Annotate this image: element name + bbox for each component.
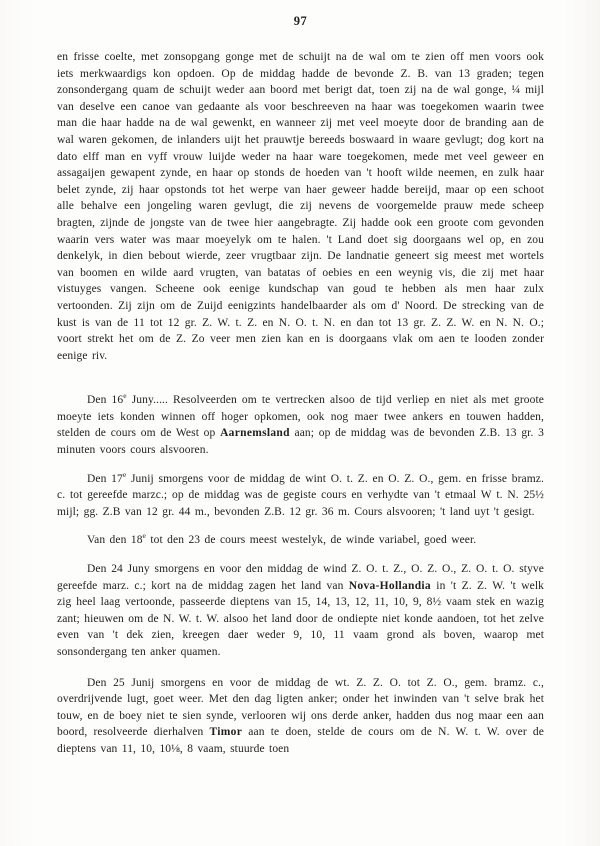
bold-run-timor: Timor [209,726,243,739]
text-run: Van den 18 [87,534,143,547]
text-run: Den 24 Juny smorgens en voor den middag de wind Z. O. t. Z., O. Z. O., Z. O. t. O. styve gereefde marz. c.; kort na de middag zagen het land van [57,563,544,592]
text-run: Den 17 [87,472,123,485]
paragraph-entry-17-junij [57,471,544,521]
text-run: aan te doen, stelde de cours om de N. W. t. W. over de dieptens van 11, 10, 10⅛, 8 vaam, stuurde toen [57,726,544,755]
text-run: en frisse coelte, met zonsopgang gonge met de schuijt na de wal om te zien off men voors ook iets merkwaardigs kon opdoen. Op de middag hadde de bevonde Z. B. van 13 graden; tegen zonsondergang quam de schuijt weder aan boord met berigt dat, toen zij na de wal gonge, ¼ mijl van deselve een canoe van gedaante als voor beschreeven na haar was toegekomen waarin twee man die haar hadde na de wal gewenkt, en wanneer zij met veel moeyte door de branding aan de wal waren gekomen, de inlanders uijt het prauwtje bereeds boswaard in waare gevlugt; dog kort na dato elff man en vyff vrouw luijde weder na haar ware toegekomen, mede met veel geweer en assagaijen gewapent zynde, en haar op stonds de hoeden van 't hooft wilde neemen, en zulk haar belet zynde, zij haar opstonds tot het werpe van haer geweer hadde bereijd, maar op een schoot alle behalve een jongeling waren gevlugt, die zij nevens de voorgemelde prauw mede scheep bragten, zijnde de jongste van de twee hier aangebragte. Zij hadde ook een groote com gevonden waarin vers water was maar moeyelyk om te halen. 't Land doet sig doorgaans wel op, en zou denkelyk, in dien bebout wierde, zeer vrugtbaar zijn. De landnatie geneert sig meest met wortels van boomen en wilde aard vrugten, van batatas of oebies en een weynig vis, die zij met haar vistuyges vangen. Scheene ook eenige kundschap van goud te hebben als men haar zulx vertoonden. Zij zijn om de Zuijd eenigzints handelbaarder als om d' Noord. De strecking van de kust is van de 11 tot 12 gr. Z. W. t. Z. en N. O. t. N. en dan tot 13 gr. Z. Z. W. en N. N. O.; voort strekt het om de Z. Zo veer men zien kan en is doorgaans vlak om aen te looden zonder eenige riv. [57,51,544,362]
text-run: Junij smorgens voor de middag de wint O. t. Z. en O. Z. O., gem. en frisse bramz. c. tot gereefde marzc.; op de middag was de gegiste cours en verhydte van 't etmaal W t. N. 25½ mijl; gg. Z.B van 12 gr. 44 m., bevonden Z.B. 12 gr. 36 m. Cours alsvooren; 't land uyt 't gesigt. [57,472,544,518]
paragraph-entry-16-juny [57,392,544,458]
paragraph-entry-18-to-23 [57,532,544,549]
text-run: Den 16 [87,394,124,407]
bold-run-nova-hollandia: Nova-Hollandia [348,579,431,592]
text-run: in 't Z. Z. W. 't welk zig heel laag vertoonde, passeerde dieptens van 15, 14, 13, 12, 11, 10, 9, 8½ vaam stek en wazig zant; hieuwen om de N. W. t. W. alsoo het land door de ondiepte niet konde aandoen, tot het zelve even van 't dek zien, kreegen daer weder 9, 10, 11 vaam grond als boven, waarop met sonsondergang ten anker quamen. [57,579,544,658]
text-run: Juny..... Resolveerden om te vertrecken alsoo de tijd verliep en niet als met groote moeyte iets konden winnen off hoger opkomen, ook nog maer twee ankers en touwen hadden, stelden de cours om de West op [57,394,544,440]
superscript: e [123,391,127,401]
page-number: 97 [293,14,308,28]
text-run: tot den 23 de cours meest westelyk, de winde variabel, goed weer. [145,534,477,547]
paragraph-entry-25-junij [57,675,544,758]
text-run: aan; op de middag was de bevonden Z.B. 13 gr. 3 minuten voors cours alsvooren. [57,427,544,457]
superscript: e [122,469,127,479]
paragraph-continuation [57,49,544,364]
superscript: e [142,531,146,541]
text-run: Den 25 Junij smorgens en voor de middag de wt. Z. Z. O. tot Z. O., gem. bramz. c., overdrijvende lugt, goet weer. Met den dag ligten anker; onder het inwinden van 't selve brak het touw, en de boey niet te sien synde, verlooren wij ons derde anker, hadden dus nog maar een aan boord, resolveerde dierhalven [57,676,544,739]
bold-run-aarnemsland: Aarnemsland [220,427,290,440]
paragraph-entry-24-juny [57,561,544,661]
